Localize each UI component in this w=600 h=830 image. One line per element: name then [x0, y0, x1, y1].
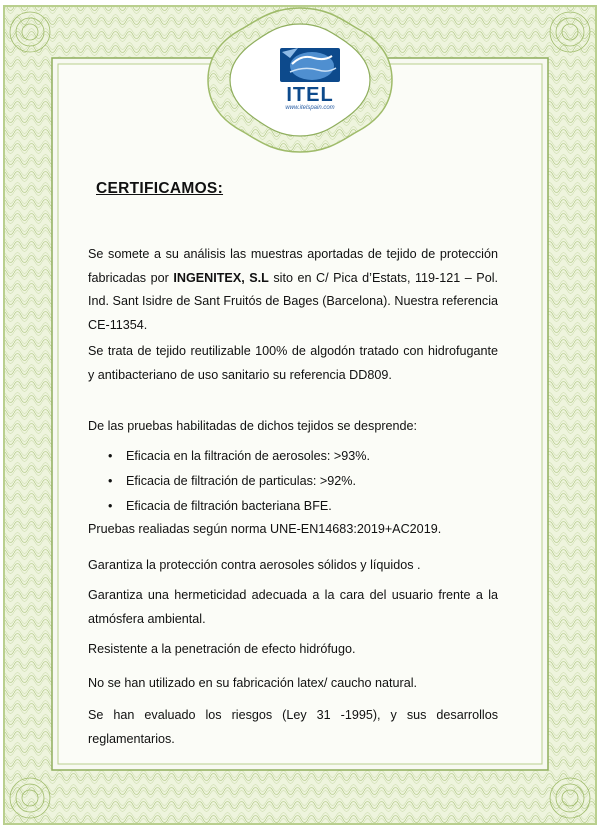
paragraph-muestras-before: Se somete a su análisis las muestras aportadas de tejido de protección fabricadas por — [88, 247, 498, 285]
itel-logo — [270, 44, 350, 112]
paragraph-tejido: Se trata de tejido reutilizable 100% de algodón tratado con hidrofugante y antibacteriano de uso sanitario su referencia DD809. — [88, 344, 498, 382]
list-item: • Eficacia de filtración bacteriana BFE. — [108, 494, 498, 519]
line-latex: No se han utilizado en su fabricación latex/ caucho natural. — [88, 676, 418, 690]
paragraph-muestras — [88, 243, 498, 337]
paragraph-muestras-after: sito en C/ Pica d’Estats, 119-121 – Pol. Ind. Sant Isidre de Sant Fruitós de Bages (Barcelona). Nuestra referencia CE-11354. — [88, 270, 499, 332]
line-riesgos: Se han evaluado los riesgos (Ley 31 -1995), y sus desarrollos reglamentarios. — [88, 708, 498, 746]
line-resistente: Resistente a la penetración de efecto hidrófugo. — [88, 642, 356, 656]
list-item: • Eficacia de filtración de particulas: >92%. — [108, 469, 498, 494]
line-hermeticidad: Garantiza una hermeticidad adecuada a la cara del usuario frente a la atmósfera ambiental. — [88, 588, 498, 626]
globe-icon — [278, 44, 342, 84]
line-proteccion: Garantiza la protección contra aerosoles sólidos y líquidos . — [88, 558, 421, 572]
paragraph-pruebas: De las pruebas habilitadas de dichos tejidos se desprende: — [88, 419, 418, 433]
line-norma: Pruebas realiadas según norma UNE-EN14683:2019+AC2019. — [88, 522, 442, 536]
company-name: INGENITEX, S.L — [173, 270, 269, 285]
logo-brand-text: ITEL — [286, 84, 334, 106]
logo-url-text: www.itelspain.com — [285, 105, 335, 111]
results-list — [108, 444, 498, 519]
list-item: • Eficacia en la filtración de aerosoles: >93%. — [108, 444, 498, 469]
certificate-heading: CERTIFICAMOS: — [96, 180, 224, 197]
